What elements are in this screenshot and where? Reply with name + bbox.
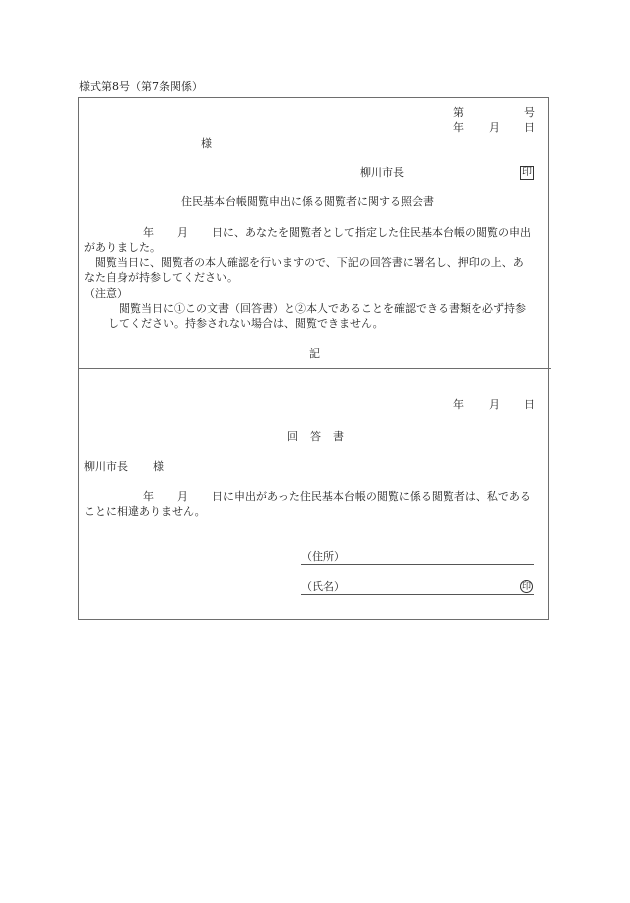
reply-body-line2: ことに相違ありません。 — [84, 505, 206, 518]
ki-marker: 記 — [309, 347, 320, 360]
seal-circle-icon: 印 — [521, 582, 531, 592]
reply-body-year: 年 — [143, 490, 154, 503]
reply-date-day: 日 — [524, 398, 535, 411]
reply-date-year: 年 — [453, 398, 464, 411]
addressee-suffix: 様 — [201, 137, 212, 150]
body-line4: なた自身が持参してください。 — [84, 271, 238, 284]
body-year: 年 — [143, 226, 154, 239]
ref-number-dai: 第 — [453, 106, 464, 119]
note-label: （注意） — [84, 287, 128, 300]
inquiry-title: 住民基本台帳閲覧申出に係る閲覧者に関する照会書 — [181, 195, 434, 208]
date-day: 日 — [524, 121, 535, 134]
name-field[interactable] — [301, 579, 534, 595]
body-month: 月 — [177, 226, 188, 239]
note-line1: 閲覧当日に①この文書（回答書）と②本人であることを確認できる書類を必ず持参 — [119, 302, 526, 315]
address-label: （住所） — [301, 550, 345, 563]
form-number-header: 様式第8号（第7条関係） — [79, 80, 203, 93]
seal-label: 印 — [522, 167, 532, 178]
address-field[interactable] — [301, 549, 534, 565]
date-month: 月 — [489, 121, 500, 134]
reply-body-month: 月 — [177, 490, 188, 503]
section-divider — [78, 368, 551, 369]
reply-body-line1: 日に申出があった住民基本台帳の閲覧に係る閲覧者は、私である — [212, 490, 531, 503]
body-line1: 日に、あなたを閲覧者として指定した住民基本台帳の閲覧の申出 — [212, 226, 531, 239]
seal-square-icon — [520, 165, 534, 180]
ref-number-go: 号 — [524, 106, 535, 119]
sender-mayor: 柳川市長 — [360, 166, 404, 179]
note-line2: してください。持参されない場合は、閲覧できません。 — [108, 317, 384, 330]
reply-title: 回答書 — [287, 430, 356, 443]
reply-date-month: 月 — [489, 398, 500, 411]
reply-addressee: 柳川市長 — [84, 460, 128, 473]
name-label: （氏名） — [301, 580, 345, 593]
reply-addressee-suffix: 様 — [153, 460, 164, 473]
body-line3: 閲覧当日に、閲覧者の本人確認を行いますので、下記の回答書に署名し、押印の上、あ — [95, 256, 524, 269]
body-line2: がありました。 — [84, 241, 161, 254]
date-year: 年 — [453, 121, 464, 134]
